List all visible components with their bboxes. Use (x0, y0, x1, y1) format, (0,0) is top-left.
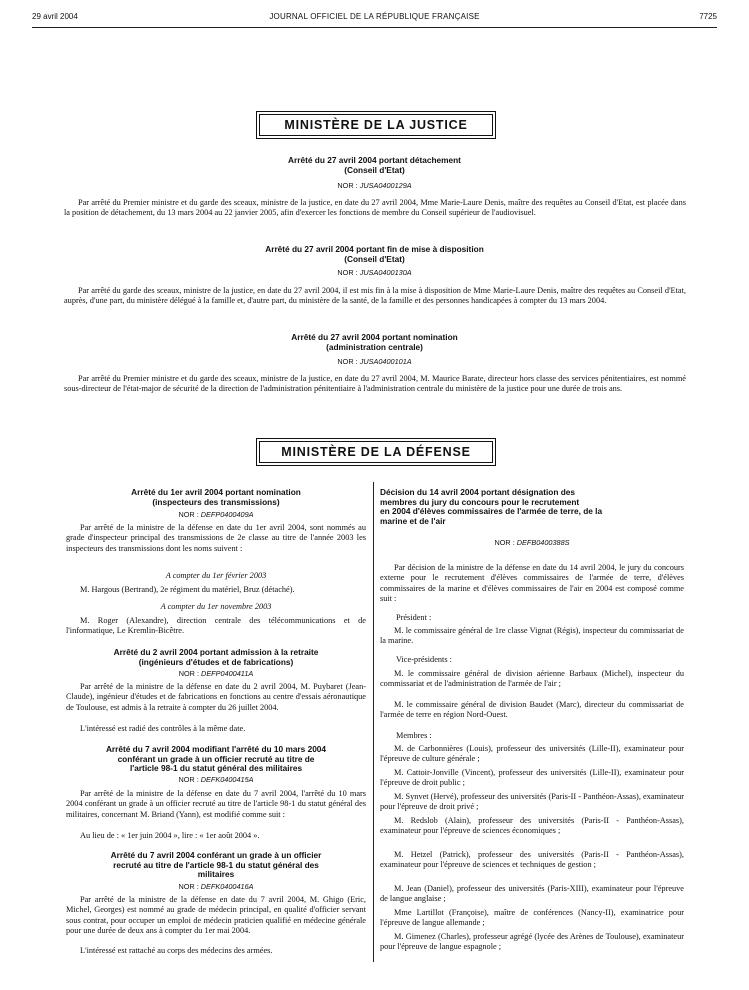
header-date: 29 avril 2004 (32, 12, 78, 21)
section-label-vice-presidents: Vice-présidents : (396, 655, 452, 664)
article-title: Arrêté du 1er avril 2004 portant nomination (inspecteurs des transmissions) (131, 487, 301, 507)
jury-member: M. Synvet (Hervé), professeur des universités (Paris-II - Panthéon-Assas), examinateur pour l'épreuve de droit privé ; (380, 792, 684, 812)
column-divider (373, 482, 374, 962)
header-rule (32, 27, 717, 28)
nor-reference: NOR : DEFP0400409A (178, 510, 254, 519)
article-body: Par arrêté du garde des sceaux, ministre de la justice, en date du 27 avril 2004, il est mis fin à la mise à disposition de Mme Marie-Laure Denis, maître des requêtes au Conseil d'Etat, auprès, d'une part, du ministère délégué à la famille et, d'autre part, du ministère de la santé, de la famille et des personnes handicapées à compter du 13 mars 2004. (64, 286, 686, 306)
article-body: Par arrêté de la ministre de la défense en date du 2 avril 2004, M. Puybaret (Jean-Claude), ingénieur d'études et de fabrications en fonctions au centre d'essais aéronautique de Toulouse, est admis à la retraite à compter du 26 juillet 2004. (66, 682, 366, 712)
article-title: Arrêté du 2 avril 2004 portant admission à la retraite (ingénieurs d'études et de fabrications) (113, 647, 319, 667)
article-title: Arrêté du 27 avril 2004 portant nomination (administration centrale) (291, 332, 458, 352)
ministry-justice-box (256, 111, 496, 139)
article-body: Par arrêté du Premier ministre et du garde des sceaux, ministre de la justice, en date du 27 avril 2004, Mme Marie-Laure Denis, maître des requêtes au Conseil d'Etat, est placée dans la position de détachement, du 13 mars 2004 au 22 janvier 2005, afin d'exercer les fonctions de membre du Conseil supérieur de l'audiovisuel. (64, 198, 686, 218)
article-body: Au lieu de : « 1er juin 2004 », lire : « 1er août 2004 ». (80, 831, 260, 840)
article-body: L'intéressé est radié des contrôles à la même date. (80, 724, 246, 733)
nor-reference: NOR : JUSA0400101A (337, 357, 412, 366)
decision-title: Décision du 14 avril 2004 portant désignation des membres du jury du concours pour le recrutement en 2004 d'élèves commissaires de l'armée de terre, de la marine et de l'air (380, 487, 603, 526)
nor-reference: NOR : DEFK0400415A (178, 775, 254, 784)
jury-member: M. le commissaire général de division aérienne Barbaux (Michel), inspecteur du commissariat et de l'administration de l'armée de l'air ; (380, 669, 684, 689)
article-body: Par arrêté de la ministre de la défense en date du 1er avril 2004, sont nommés au grade d'inspecteur principal des transmissions de 2e classe au titre de l'année 2003 les inspecteurs des transmissions dont les noms suivent : (66, 523, 366, 553)
article-body: L'intéressé est rattaché au corps des médecins des armées. (80, 946, 273, 955)
article-body: Par arrêté du Premier ministre et du garde des sceaux, ministre de la justice, en date du 27 avril 2004, M. Maurice Barate, directeur hors classe des services pénitentiaires, est nommé sous-directeur de l'état-major de sécurité de la direction de l'administration pénitentiaire à l'administration centrale du ministère de la justice pour une durée de trois ans. (64, 374, 686, 394)
nor-reference: NOR : JUSA0400130A (337, 268, 412, 277)
nor-reference: NOR : DEFK0400416A (178, 882, 254, 891)
jury-member: M. le commissaire général de division Baudet (Marc), directeur du commissariat de l'armée de terre en région Nord-Ouest. (380, 700, 684, 720)
decision-intro: Par décision de la ministre de la défense en date du 14 avril 2004, le jury du concours externe pour le recrutement d'élèves commissaires de l'armée de terre, d'élèves commissaires de la marine et d'élèves commissaires de l'air en 2004 est composé comme suit : (380, 563, 684, 603)
section-label-president: Président : (396, 613, 432, 622)
jury-member: M. de Carbonnières (Louis), professeur des universités (Lille-II), examinateur pour l'épreuve de culture générale ; (380, 744, 684, 764)
section-label-members: Membres : (396, 731, 432, 740)
jury-member: M. Redslob (Alain), professeur des universités (Paris-II - Panthéon-Assas), examinateur pour l'épreuve de sciences économiques ; (380, 816, 684, 836)
ministry-defense-box (256, 438, 496, 466)
jury-member: M. Gimenez (Charles), professeur agrégé (lycée des Arènes de Toulouse), examinateur pour l'épreuve de langue espagnole ; (380, 932, 684, 952)
effective-date: A compter du 1er novembre 2003 (160, 602, 272, 611)
page-header (32, 12, 717, 26)
jury-member: M. Hetzel (Patrick), professeur des universités (Paris-II - Panthéon-Assas), examinateur pour l'épreuve de sciences et techniques de gestion ; (380, 850, 684, 870)
ministry-defense-title: MINISTÈRE DE LA DÉFENSE (259, 441, 493, 463)
nominee: M. Hargous (Bertrand), 2e régiment du matériel, Bruz (détaché). (80, 585, 295, 594)
nor-reference: NOR : JUSA0400129A (337, 181, 412, 190)
page-number: 7725 (699, 12, 717, 21)
effective-date: A compter du 1er février 2003 (165, 571, 267, 580)
journal-title: JOURNAL OFFICIEL DE LA RÉPUBLIQUE FRANÇAISE (269, 12, 480, 21)
ministry-justice-title: MINISTÈRE DE LA JUSTICE (259, 114, 493, 136)
jury-member: M. Jean (Daniel), professeur des universités (Paris-XIII), examinateur pour l'épreuve de langue anglaise ; (380, 884, 684, 904)
article-body: Par arrêté de la ministre de la défense en date du 7 avril 2004, M. Ghigo (Eric, Michel, Georges) est nommé au grade de médecin principal, en qualité d'officier servant sous contrat, pour occuper un emploi de médecin praticien qualifié en médecine générale pour une durée de deux ans à compter du 1er mai 2004. (66, 895, 366, 935)
article-title: Arrêté du 27 avril 2004 portant détachement (Conseil d'Etat) (288, 155, 461, 175)
article-title: Arrêté du 27 avril 2004 portant fin de mise à disposition (Conseil d'Etat) (265, 244, 484, 264)
jury-member: M. le commissaire général de 1re classe Vignat (Régis), inspecteur du commissariat de la marine. (380, 626, 684, 646)
jury-member: Mme Lartillot (Françoise), maître de conférences (Nancy-II), examinatrice pour l'épreuve de langue allemande ; (380, 908, 684, 928)
nor-reference: NOR : DEFP0400411A (178, 669, 254, 678)
nor-reference: NOR : DEFB0400388S (494, 538, 570, 547)
nominee: M. Roger (Alexandre), direction centrale des télécommunications et de l'informatique, Le Kremlin-Bicêtre. (66, 616, 366, 636)
jury-member: M. Cattoir-Jonville (Vincent), professeur des universités (Lille-II), examinateur pour l'épreuve de droit public ; (380, 768, 684, 788)
article-body: Par arrêté de la ministre de la défense en date du 7 avril 2004, l'arrêté du 10 mars 2004 conférant un grade à un officier recruté au titre de l'article 98-1 du statut général des militaires, concernant M. Briand (Yann), est modifié comme suit : (66, 789, 366, 819)
article-title: Arrêté du 7 avril 2004 modifiant l'arrêté du 10 mars 2004 conférant un grade à un officier recruté au titre de l'article 98-1 du statut général des militaires (105, 744, 327, 773)
article-title: Arrêté du 7 avril 2004 conférant un grade à un officier recruté au titre de l'article 98-1 du statut général des militaires (110, 850, 322, 879)
